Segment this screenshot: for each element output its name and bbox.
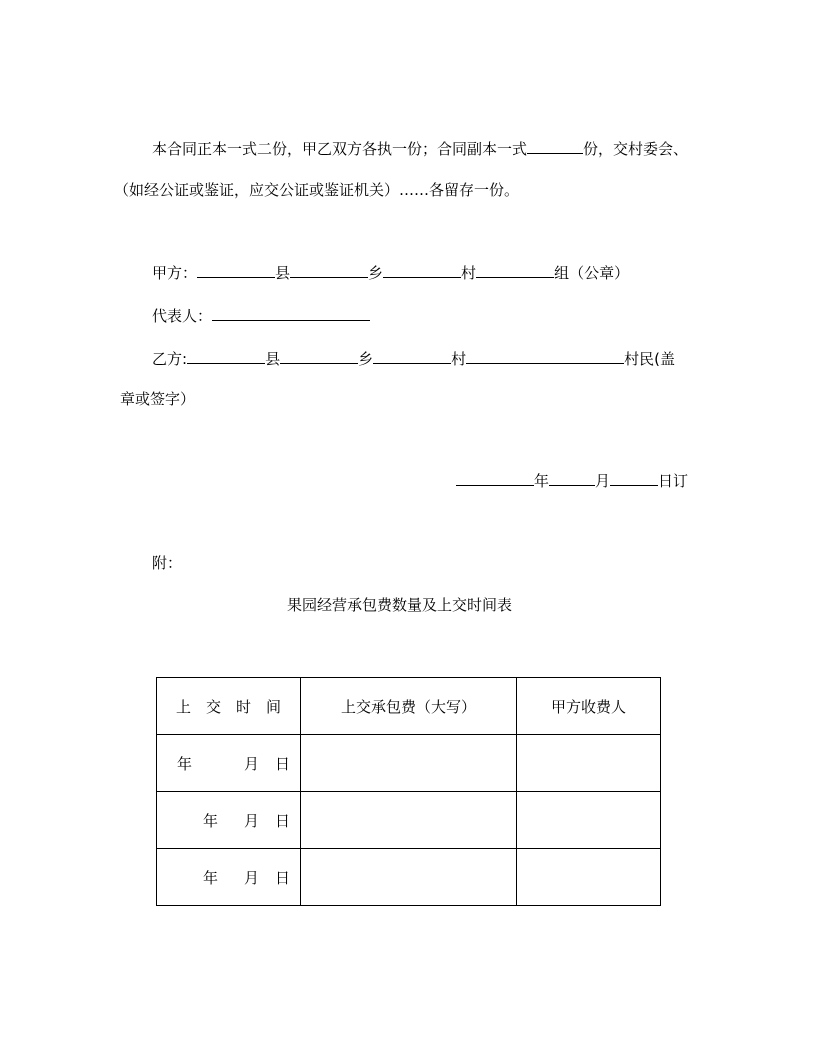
party-b-villager-blank[interactable] <box>466 348 624 364</box>
party-a-county-blank[interactable] <box>197 262 275 278</box>
day-signed-label: 日订 <box>658 472 689 490</box>
party-a-county: 县 <box>275 264 291 282</box>
row-day: 日 <box>274 811 290 830</box>
amount-cell[interactable] <box>301 849 517 906</box>
table-row <box>157 735 661 792</box>
collector-cell[interactable] <box>517 735 661 792</box>
row-month: 月 <box>243 868 259 887</box>
party-b-village: 村 <box>451 350 467 368</box>
row-year: 年 <box>202 868 218 887</box>
party-a-group: 组（公章） <box>554 264 630 282</box>
month-label: 月 <box>595 472 611 490</box>
amount-cell[interactable] <box>301 792 517 849</box>
collector-cell[interactable] <box>517 792 661 849</box>
header-collector: 甲方收费人 <box>517 678 661 735</box>
header-time: 上 交 时 间 <box>157 678 301 735</box>
date-cell[interactable] <box>157 735 301 792</box>
year-label: 年 <box>534 472 550 490</box>
representative-blank[interactable] <box>212 305 370 321</box>
copies-blank[interactable] <box>527 138 583 154</box>
date-line <box>456 470 688 491</box>
fee-schedule-table <box>156 677 661 906</box>
representative-line <box>152 305 370 326</box>
table-header-row <box>157 678 661 735</box>
row-year: 年 <box>176 754 192 773</box>
party-a-township: 乡 <box>368 264 384 282</box>
party-b-villager: 村民(盖 <box>624 350 675 368</box>
date-cell[interactable] <box>157 792 301 849</box>
party-b-village-blank[interactable] <box>373 348 451 364</box>
date-cell[interactable] <box>157 849 301 906</box>
header-amount: 上交承包费（大写） <box>301 678 517 735</box>
party-a-group-blank[interactable] <box>476 262 554 278</box>
month-blank[interactable] <box>549 470 595 486</box>
table-row <box>157 849 661 906</box>
collector-cell[interactable] <box>517 849 661 906</box>
party-b-county: 县 <box>265 350 281 368</box>
party-a-township-blank[interactable] <box>290 262 368 278</box>
appendix-label: 附： <box>152 554 183 572</box>
clause-line-1 <box>152 138 688 159</box>
amount-cell[interactable] <box>301 735 517 792</box>
appendix-title: 果园经营承包费数量及上交时间表 <box>287 596 513 614</box>
party-a-label: 甲方： <box>152 264 198 282</box>
party-b-township: 乡 <box>358 350 374 368</box>
party-a-village-blank[interactable] <box>383 262 461 278</box>
party-b-county-blank[interactable] <box>187 348 265 364</box>
party-b-line <box>152 348 675 369</box>
year-blank[interactable] <box>456 470 534 486</box>
row-day: 日 <box>274 754 290 773</box>
clause-text-b: 份，交村委会、 <box>583 140 689 158</box>
table-row <box>157 792 661 849</box>
party-a-line <box>152 262 629 283</box>
day-blank[interactable] <box>610 470 658 486</box>
clause-text-a: 本合同正本一式二份，甲乙双方各执一份；合同副本一式 <box>152 140 528 158</box>
clause-line-2: （如经公证或鉴证，应交公证或鉴证机关）……各留存一份。 <box>114 181 520 199</box>
row-day: 日 <box>274 868 290 887</box>
party-b-township-blank[interactable] <box>280 348 358 364</box>
party-a-village: 村 <box>461 264 477 282</box>
representative-label: 代表人： <box>152 307 213 325</box>
row-year: 年 <box>202 811 218 830</box>
row-month: 月 <box>243 754 259 773</box>
party-b-line-2: 章或签字） <box>120 390 196 408</box>
row-month: 月 <box>243 811 259 830</box>
party-b-label: 乙方: <box>152 350 188 368</box>
